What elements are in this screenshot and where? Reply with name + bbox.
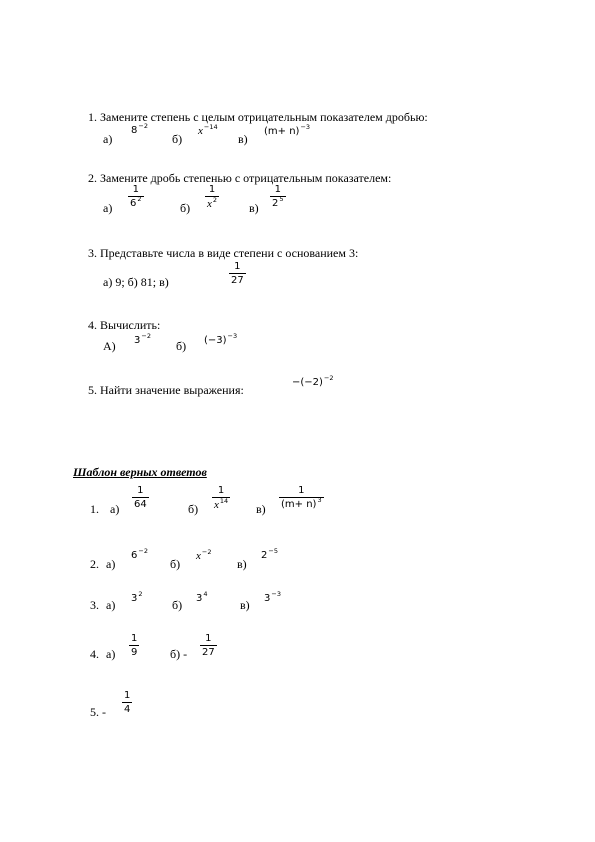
answer-1-c-label: в) xyxy=(256,502,266,516)
answer-3-c-expr: $3^{-3}$ xyxy=(264,590,281,604)
task-1-b-expr: $x^{-14}$ xyxy=(198,123,218,137)
task-2-a-fraction: $\frac{1}{6^2}$ xyxy=(130,184,142,209)
answer-1-b-label: б) xyxy=(188,502,199,516)
answer-5-number: 5. - xyxy=(90,705,106,719)
answer-3-b-expr: $3^4$ xyxy=(196,590,208,604)
answer-4-number: 4. xyxy=(90,647,99,661)
answer-2-b-label: б) xyxy=(170,557,181,571)
task-1-c-label: в) xyxy=(238,132,248,146)
answer-4-a-label: а) xyxy=(106,647,116,661)
answer-3-a-expr: $3^2$ xyxy=(131,590,143,604)
answer-2-c-expr: $2^{-5}$ xyxy=(261,547,278,561)
answer-1-a-fraction: $\frac{1}{64}$ xyxy=(134,485,147,510)
task-5-expr: $-(-2)^{-2}$ xyxy=(292,374,334,388)
answer-1-c-fraction: $\frac{1}{(m+ n)^3}$ xyxy=(281,485,322,510)
task-4-b-label: б) xyxy=(176,339,187,353)
task-1-a-label: а) xyxy=(103,132,113,146)
task-2-c-fraction: $\frac{1}{2^5}$ xyxy=(272,184,284,209)
task-4-a-label: А) xyxy=(103,339,116,353)
answer-4-a-fraction: $\frac{1}{9}$ xyxy=(131,633,138,658)
answer-2-c-label: в) xyxy=(237,557,247,571)
task-3-c-fraction: $\frac{1}{27}$ xyxy=(231,261,244,286)
task-1-a-expr: $8^{-2}$ xyxy=(131,122,148,136)
answer-5-fraction: $\frac{1}{4}$ xyxy=(124,690,131,715)
answer-2-a-expr: $6^{-2}$ xyxy=(131,547,148,561)
answer-3-a-label: а) xyxy=(106,598,116,612)
task-4-text: 4. Вычислить: xyxy=(88,318,161,332)
answer-1-number: 1. xyxy=(90,502,99,516)
task-1-text: 1. Замените степень с целым отрицательным показателем дробью: xyxy=(88,110,428,124)
task-3-answers: а) 9; б) 81; в) xyxy=(103,275,169,289)
task-4-b-expr: $(-3)^{-3}$ xyxy=(204,332,238,346)
task-3-text: 3. Представьте числа в виде степени с основанием 3: xyxy=(88,246,359,260)
task-2-a-label: а) xyxy=(103,201,113,215)
answer-4-b-fraction: $\frac{1}{27}$ xyxy=(202,633,215,658)
answer-3-number: 3. xyxy=(90,598,99,612)
task-2-b-fraction: $\frac{1}{x^2}$ xyxy=(207,184,218,210)
answer-1-a-label: а) xyxy=(110,502,120,516)
task-2-text: 2. Замените дробь степенью с отрицательным показателем: xyxy=(88,171,392,185)
answer-3-c-label: в) xyxy=(240,598,250,612)
answer-2-b-expr: $x^{-2}$ xyxy=(196,548,212,562)
task-1-c-expr: $(m+ n)^{-3}$ xyxy=(264,123,311,137)
answer-2-a-label: а) xyxy=(106,557,116,571)
task-4-a-expr: $3^{-2}$ xyxy=(134,332,151,346)
task-1-b-label: б) xyxy=(172,132,183,146)
answers-heading: Шаблон верных ответов xyxy=(73,465,207,479)
task-2-b-label: б) xyxy=(180,201,191,215)
answer-4-b-label: б) - xyxy=(170,647,188,661)
task-2-c-label: в) xyxy=(249,201,259,215)
answer-1-b-fraction: $\frac{1}{x^{14}}$ xyxy=(214,485,229,511)
task-5-text: 5. Найти значение выражения: xyxy=(88,383,244,397)
answer-3-b-label: б) xyxy=(172,598,183,612)
answer-2-number: 2. xyxy=(90,557,99,571)
